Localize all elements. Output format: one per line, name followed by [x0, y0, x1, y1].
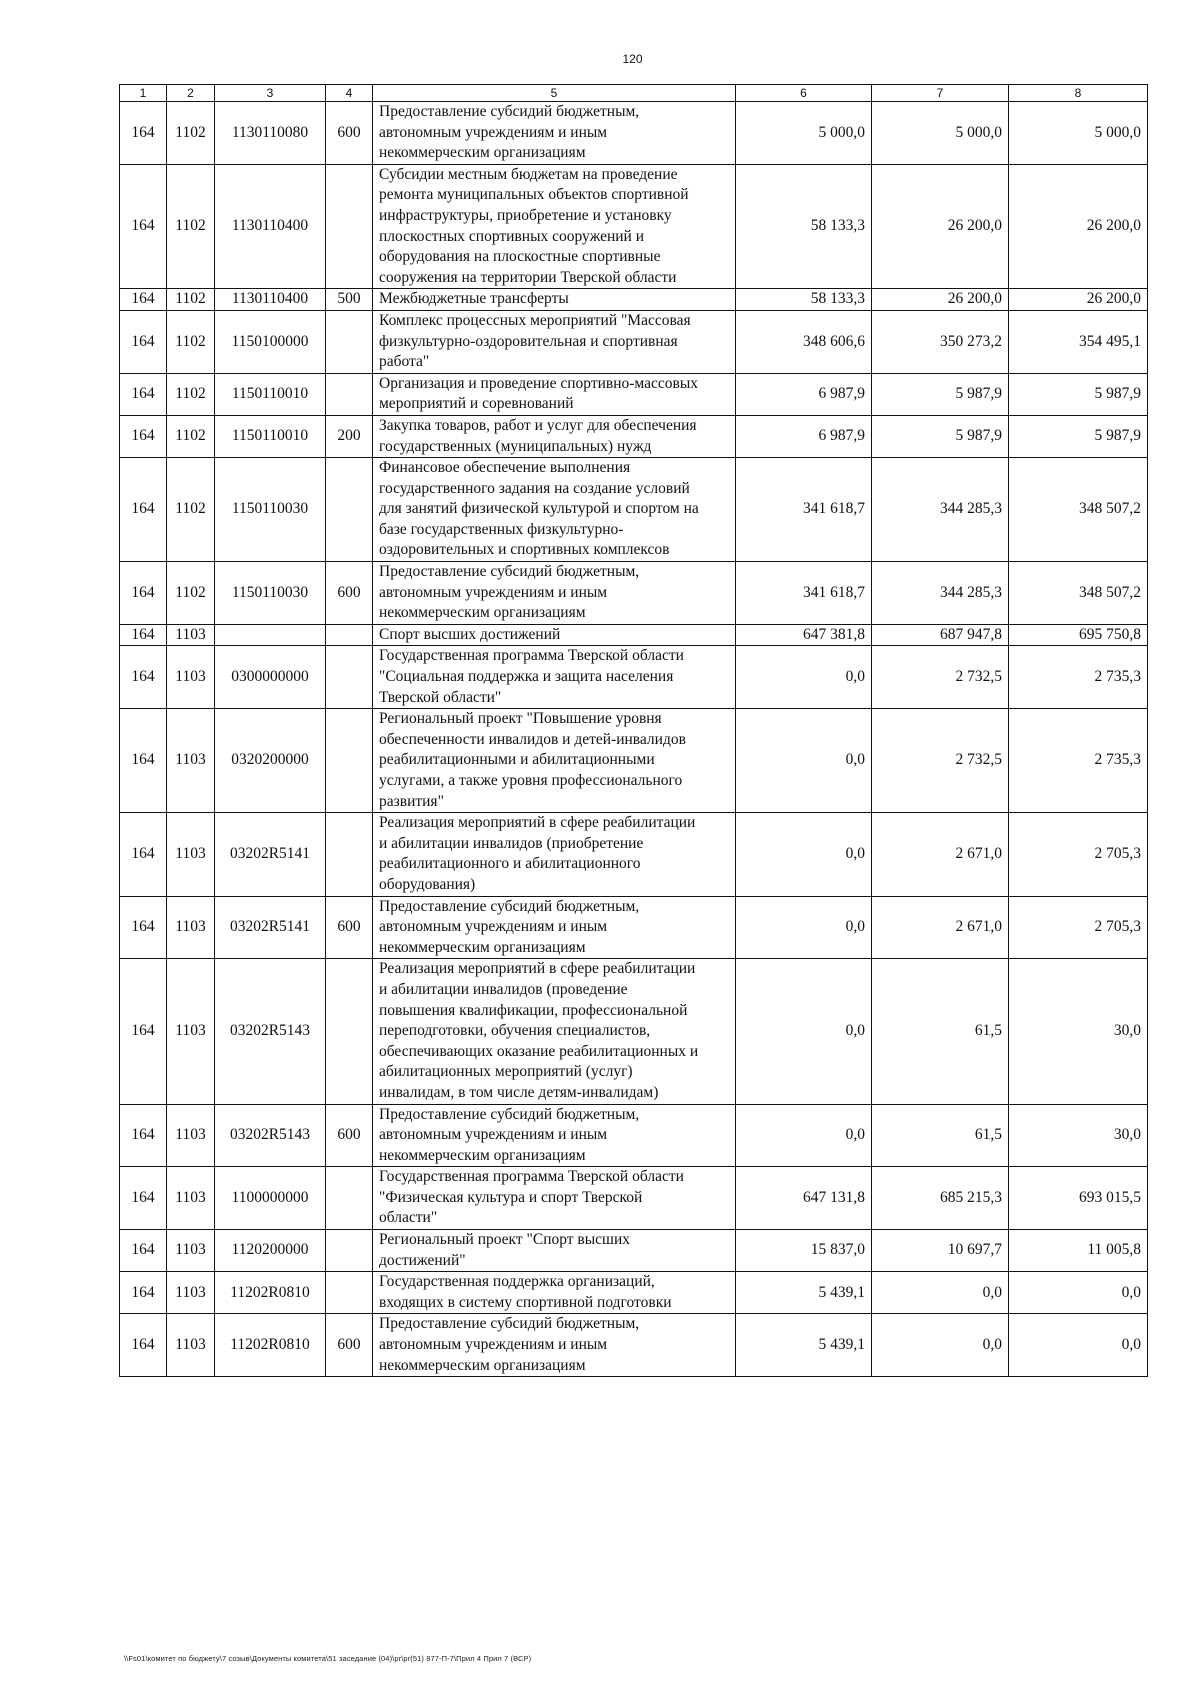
expense-type-cell [326, 1272, 373, 1314]
amount-year2-cell: 687 947,8 [872, 624, 1009, 646]
table-row [120, 959, 1148, 1104]
description-line: Комплекс процессных мероприятий "Массовая [379, 311, 691, 329]
description-cell [373, 310, 736, 373]
table-row [120, 1230, 1148, 1272]
amount-year1-cell: 647 131,8 [736, 1167, 872, 1230]
table-row [120, 646, 1148, 709]
description-line: Предоставление субсидий бюджетным, [379, 563, 640, 581]
amount-year1-cell: 0,0 [736, 646, 872, 709]
section-code-cell: 1103 [167, 959, 215, 1104]
description-line: автономным учреждениям и иным [379, 123, 608, 141]
column-header: 8 [1009, 85, 1148, 102]
target-article-cell: 1120200000 [215, 1230, 326, 1272]
description-line: инвалидам, в том числе детям-инвалидам) [379, 1083, 659, 1101]
description-line: Предоставление субсидий бюджетным, [379, 897, 640, 915]
amount-year2-cell: 2 671,0 [872, 813, 1009, 896]
ministry-code-cell: 164 [120, 458, 167, 562]
description-line: Предоставление субсидий бюджетным, [379, 1315, 640, 1333]
description-line: Тверской области" [379, 688, 502, 706]
description-line: некоммерческим организациям [379, 604, 586, 622]
description-line: Реализация мероприятий в сфере реабилитации [379, 960, 696, 978]
description-line: государственного задания на создание условий [379, 479, 690, 497]
amount-year1-cell: 341 618,7 [736, 562, 872, 625]
description-line: Государственная поддержка организаций, [379, 1273, 655, 1291]
table-row [120, 1167, 1148, 1230]
expense-type-cell: 600 [326, 896, 373, 959]
table-row [120, 164, 1148, 289]
section-code-cell: 1103 [167, 1272, 215, 1314]
section-code-cell: 1103 [167, 1104, 215, 1167]
section-code-cell: 1102 [167, 458, 215, 562]
description-cell [373, 1272, 736, 1314]
description-line: обеспеченности инвалидов и детей-инвалидов [379, 730, 686, 748]
expense-type-cell [326, 624, 373, 646]
description-cell [373, 646, 736, 709]
amount-year1-cell: 15 837,0 [736, 1230, 872, 1272]
ministry-code-cell: 164 [120, 1314, 167, 1377]
target-article-cell: 1150110030 [215, 562, 326, 625]
section-code-cell: 1103 [167, 1314, 215, 1377]
description-line: Финансовое обеспечение выполнения [379, 459, 631, 477]
description-line: инфраструктуры, приобретение и установку [379, 206, 672, 224]
description-cell [373, 415, 736, 457]
description-line: Реализация мероприятий в сфере реабилитации [379, 814, 696, 832]
amount-year3-cell: 2 735,3 [1009, 646, 1148, 709]
amount-year3-cell: 26 200,0 [1009, 289, 1148, 311]
description-line: автономным учреждениям и иным [379, 1336, 608, 1354]
expense-type-cell: 600 [326, 102, 373, 165]
amount-year2-cell: 5 000,0 [872, 102, 1009, 165]
table-row [120, 1314, 1148, 1377]
column-header: 6 [736, 85, 872, 102]
amount-year3-cell: 5 987,9 [1009, 373, 1148, 415]
description-line: Спорт высших достижений [379, 625, 561, 643]
description-line: оздоровительных и спортивных комплексов [379, 541, 670, 559]
amount-year2-cell: 10 697,7 [872, 1230, 1009, 1272]
target-article-cell: 0320200000 [215, 709, 326, 813]
description-line: сооружения на территории Тверской области [379, 268, 677, 286]
expense-type-cell: 200 [326, 415, 373, 457]
amount-year2-cell: 2 732,5 [872, 646, 1009, 709]
amount-year1-cell: 348 606,6 [736, 310, 872, 373]
target-article-cell: 1150110010 [215, 373, 326, 415]
description-line: некоммерческим организациям [379, 1146, 586, 1164]
ministry-code-cell: 164 [120, 709, 167, 813]
target-article-cell [215, 624, 326, 646]
amount-year2-cell: 0,0 [872, 1314, 1009, 1377]
description-line: автономным учреждениям и иным [379, 918, 608, 936]
ministry-code-cell: 164 [120, 102, 167, 165]
description-line: и абилитации инвалидов (приобретение [379, 834, 644, 852]
description-line: реабилитационными и абилитационными [379, 751, 655, 769]
amount-year1-cell: 5 439,1 [736, 1314, 872, 1377]
footer-file-path: \\Fs01\комитет по бюджету\7 созыв\Документы комитета\51 заседание (04)\pr\pr(51) 877-П-7\Прил 4 Прил 7 (ВСР) [124, 1654, 532, 1663]
target-article-cell: 11202R0810 [215, 1314, 326, 1377]
amount-year1-cell: 0,0 [736, 959, 872, 1104]
ministry-code-cell: 164 [120, 959, 167, 1104]
description-line: Государственная программа Тверской области [379, 647, 684, 665]
amount-year2-cell: 350 273,2 [872, 310, 1009, 373]
description-cell [373, 1230, 736, 1272]
description-line: Региональный проект "Спорт высших [379, 1231, 631, 1249]
expense-type-cell [326, 164, 373, 289]
budget-table [119, 84, 1148, 1377]
description-line: ремонта муниципальных объектов спортивной [379, 186, 689, 204]
amount-year3-cell: 354 495,1 [1009, 310, 1148, 373]
amount-year2-cell: 685 215,3 [872, 1167, 1009, 1230]
description-line: "Социальная поддержка и защита населения [379, 668, 674, 686]
ministry-code-cell: 164 [120, 310, 167, 373]
amount-year3-cell: 30,0 [1009, 959, 1148, 1104]
description-line: Предоставление субсидий бюджетным, [379, 1105, 640, 1123]
target-article-cell: 1150110030 [215, 458, 326, 562]
expense-type-cell: 600 [326, 562, 373, 625]
expense-type-cell [326, 1167, 373, 1230]
target-article-cell: 03202R5143 [215, 959, 326, 1104]
section-code-cell: 1103 [167, 813, 215, 896]
description-line: автономным учреждениям и иным [379, 583, 608, 601]
amount-year3-cell: 5 000,0 [1009, 102, 1148, 165]
section-code-cell: 1103 [167, 709, 215, 813]
description-line: реабилитационного и абилитационного [379, 855, 641, 873]
amount-year1-cell: 0,0 [736, 896, 872, 959]
description-line: услугами, а также уровня профессионального [379, 772, 683, 789]
description-cell [373, 959, 736, 1104]
description-line: оборудования) [379, 875, 476, 893]
amount-year3-cell: 0,0 [1009, 1314, 1148, 1377]
description-cell [373, 458, 736, 562]
description-cell [373, 562, 736, 625]
expense-type-cell [326, 646, 373, 709]
table-row [120, 458, 1148, 562]
description-line: области" [379, 1209, 438, 1227]
ministry-code-cell: 164 [120, 562, 167, 625]
amount-year3-cell: 11 005,8 [1009, 1230, 1148, 1272]
amount-year2-cell: 344 285,3 [872, 458, 1009, 562]
amount-year1-cell: 5 000,0 [736, 102, 872, 165]
target-article-cell: 1130110080 [215, 102, 326, 165]
expense-type-cell [326, 1230, 373, 1272]
table-row [120, 373, 1148, 415]
description-cell [373, 289, 736, 311]
ministry-code-cell: 164 [120, 164, 167, 289]
target-article-cell: 03202R5143 [215, 1104, 326, 1167]
expense-type-cell [326, 310, 373, 373]
amount-year2-cell: 26 200,0 [872, 289, 1009, 311]
description-line: некоммерческим организациям [379, 938, 586, 956]
description-line: переподготовки, обучения специалистов, [379, 1022, 651, 1040]
description-line: Государственная программа Тверской области [379, 1168, 684, 1186]
description-line: и абилитации инвалидов (проведение [379, 980, 628, 998]
section-code-cell: 1103 [167, 624, 215, 646]
description-cell [373, 373, 736, 415]
ministry-code-cell: 164 [120, 289, 167, 311]
column-header: 5 [373, 85, 736, 102]
page-number: 120 [622, 52, 643, 66]
description-line: Региональный проект "Повышение уровня [379, 710, 662, 728]
description-line: для занятий физической культурой и спортом на [379, 500, 699, 518]
ministry-code-cell: 164 [120, 1167, 167, 1230]
amount-year2-cell: 5 987,9 [872, 415, 1009, 457]
section-code-cell: 1102 [167, 562, 215, 625]
description-line: повышения квалификации, профессиональной [379, 1001, 688, 1019]
column-header: 2 [167, 85, 215, 102]
description-cell [373, 102, 736, 165]
amount-year3-cell: 30,0 [1009, 1104, 1148, 1167]
section-code-cell: 1102 [167, 289, 215, 311]
ministry-code-cell: 164 [120, 1230, 167, 1272]
description-line: абилитационных мероприятий (услуг) [379, 1063, 633, 1081]
description-line: Предоставление субсидий бюджетным, [379, 103, 640, 120]
description-cell [373, 1167, 736, 1230]
table-row [120, 813, 1148, 896]
ministry-code-cell: 164 [120, 1272, 167, 1314]
amount-year2-cell: 5 987,9 [872, 373, 1009, 415]
table-row [120, 310, 1148, 373]
description-line: некоммерческим организациям [379, 1356, 586, 1374]
amount-year3-cell: 695 750,8 [1009, 624, 1148, 646]
table-row [120, 562, 1148, 625]
target-article-cell: 1150110010 [215, 415, 326, 457]
ministry-code-cell: 164 [120, 624, 167, 646]
expense-type-cell [326, 373, 373, 415]
amount-year1-cell: 58 133,3 [736, 164, 872, 289]
column-header: 1 [120, 85, 167, 102]
amount-year1-cell: 0,0 [736, 709, 872, 813]
table-row [120, 415, 1148, 457]
amount-year3-cell: 0,0 [1009, 1272, 1148, 1314]
amount-year3-cell: 2 705,3 [1009, 813, 1148, 896]
description-line: "Физическая культура и спорт Тверской [379, 1188, 643, 1206]
section-code-cell: 1103 [167, 1167, 215, 1230]
amount-year1-cell: 6 987,9 [736, 373, 872, 415]
description-line: автономным учреждениям и иным [379, 1126, 608, 1144]
description-cell [373, 164, 736, 289]
amount-year3-cell: 348 507,2 [1009, 562, 1148, 625]
column-header: 7 [872, 85, 1009, 102]
amount-year3-cell: 348 507,2 [1009, 458, 1148, 562]
section-code-cell: 1103 [167, 646, 215, 709]
expense-type-cell: 600 [326, 1104, 373, 1167]
amount-year3-cell: 26 200,0 [1009, 164, 1148, 289]
target-article-cell: 1130110400 [215, 164, 326, 289]
section-code-cell: 1102 [167, 415, 215, 457]
table-body [120, 102, 1148, 1377]
amount-year3-cell: 2 735,3 [1009, 709, 1148, 813]
target-article-cell: 1150100000 [215, 310, 326, 373]
description-line: государственных (муниципальных) нужд [379, 437, 652, 455]
amount-year1-cell: 58 133,3 [736, 289, 872, 311]
table-row [120, 709, 1148, 813]
section-code-cell: 1102 [167, 164, 215, 289]
amount-year1-cell: 0,0 [736, 813, 872, 896]
ministry-code-cell: 164 [120, 1104, 167, 1167]
amount-year2-cell: 0,0 [872, 1272, 1009, 1314]
section-code-cell: 1103 [167, 896, 215, 959]
description-line: физкультурно-оздоровительная и спортивная [379, 332, 678, 350]
description-cell [373, 1104, 736, 1167]
target-article-cell: 1100000000 [215, 1167, 326, 1230]
description-line: развития" [379, 792, 444, 810]
ministry-code-cell: 164 [120, 813, 167, 896]
section-code-cell: 1102 [167, 310, 215, 373]
amount-year1-cell: 341 618,7 [736, 458, 872, 562]
amount-year1-cell: 0,0 [736, 1104, 872, 1167]
table-row [120, 1104, 1148, 1167]
description-cell [373, 709, 736, 813]
column-header: 4 [326, 85, 373, 102]
amount-year2-cell: 2 671,0 [872, 896, 1009, 959]
section-code-cell: 1102 [167, 102, 215, 165]
description-cell [373, 896, 736, 959]
description-cell [373, 813, 736, 896]
table-row [120, 1272, 1148, 1314]
target-article-cell: 03202R5141 [215, 896, 326, 959]
description-line: входящих в систему спортивной подготовки [379, 1293, 672, 1311]
description-line: Межбюджетные трансферты [379, 290, 569, 308]
expense-type-cell [326, 709, 373, 813]
amount-year3-cell: 5 987,9 [1009, 415, 1148, 457]
amount-year3-cell: 2 705,3 [1009, 896, 1148, 959]
table-row [120, 102, 1148, 165]
description-line: плоскостных спортивных сооружений и [379, 227, 645, 245]
description-line: достижений" [379, 1251, 466, 1269]
table-row [120, 896, 1148, 959]
description-line: Организация и проведение спортивно-массовых [379, 374, 698, 392]
amount-year2-cell: 61,5 [872, 1104, 1009, 1167]
ministry-code-cell: 164 [120, 896, 167, 959]
section-code-cell: 1103 [167, 1230, 215, 1272]
description-line: мероприятий и соревнований [379, 395, 574, 413]
description-line: работа" [379, 353, 430, 371]
description-line: Закупка товаров, работ и услуг для обеспечения [379, 416, 697, 434]
amount-year2-cell: 344 285,3 [872, 562, 1009, 625]
expense-type-cell: 500 [326, 289, 373, 311]
ministry-code-cell: 164 [120, 415, 167, 457]
table-row [120, 289, 1148, 311]
column-header: 3 [215, 85, 326, 102]
description-line: обеспечивающих оказание реабилитационных и [379, 1042, 699, 1060]
amount-year1-cell: 5 439,1 [736, 1272, 872, 1314]
expense-type-cell [326, 959, 373, 1104]
amount-year2-cell: 61,5 [872, 959, 1009, 1104]
description-line: некоммерческим организациям [379, 144, 586, 162]
expense-type-cell: 600 [326, 1314, 373, 1377]
table-row [120, 624, 1148, 646]
target-article-cell: 1130110400 [215, 289, 326, 311]
target-article-cell: 0300000000 [215, 646, 326, 709]
expense-type-cell [326, 813, 373, 896]
amount-year1-cell: 647 381,8 [736, 624, 872, 646]
amount-year2-cell: 26 200,0 [872, 164, 1009, 289]
table-header-row [120, 85, 1148, 102]
description-cell [373, 1314, 736, 1377]
target-article-cell: 03202R5141 [215, 813, 326, 896]
amount-year3-cell: 693 015,5 [1009, 1167, 1148, 1230]
section-code-cell: 1102 [167, 373, 215, 415]
description-cell [373, 624, 736, 646]
description-line: оборудования на плоскостные спортивные [379, 248, 661, 266]
ministry-code-cell: 164 [120, 646, 167, 709]
amount-year2-cell: 2 732,5 [872, 709, 1009, 813]
description-line: Субсидии местным бюджетам на проведение [379, 165, 678, 183]
amount-year1-cell: 6 987,9 [736, 415, 872, 457]
ministry-code-cell: 164 [120, 373, 167, 415]
description-line: базе государственных физкультурно- [379, 520, 624, 538]
target-article-cell: 11202R0810 [215, 1272, 326, 1314]
expense-type-cell [326, 458, 373, 562]
